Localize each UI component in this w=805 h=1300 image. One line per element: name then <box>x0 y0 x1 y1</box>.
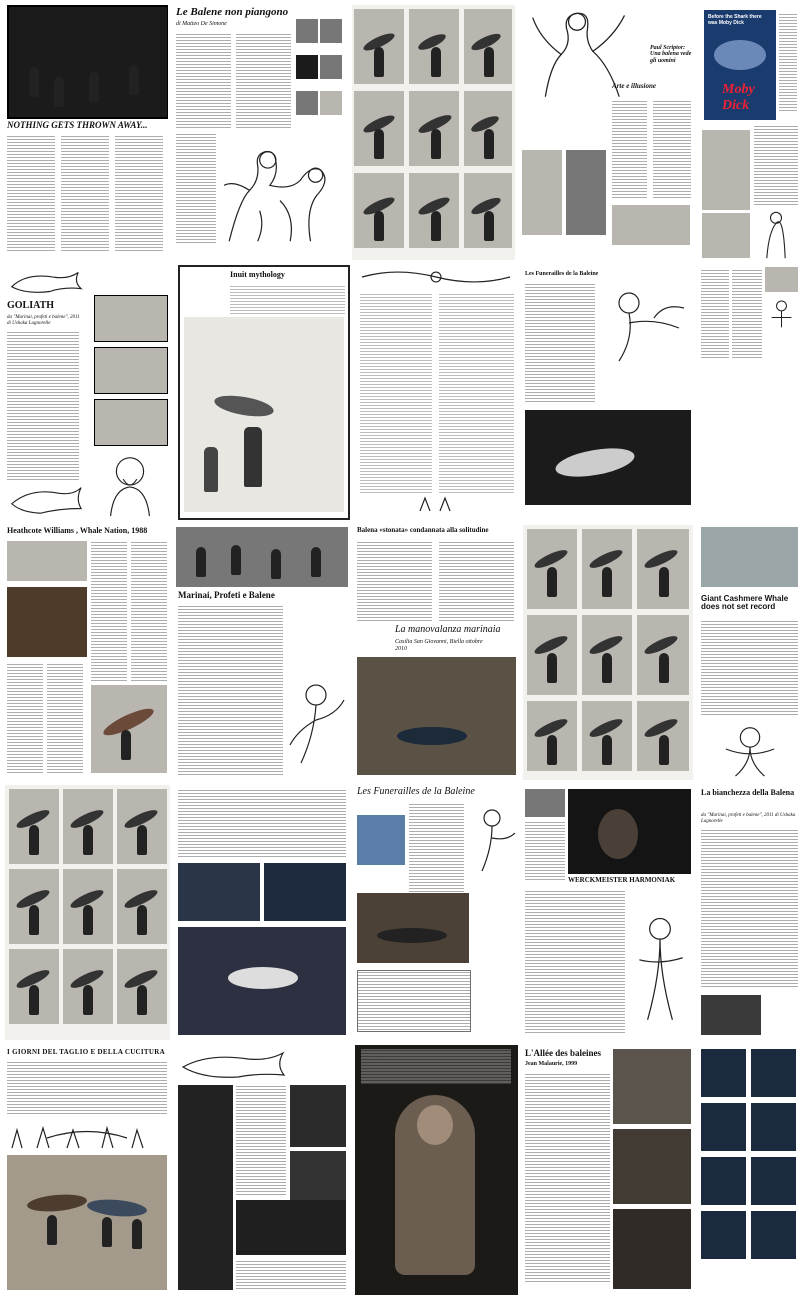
text-block <box>653 100 691 200</box>
sketch-old-man <box>94 450 166 518</box>
subtitle: da "Marinai, profeti e balene", 2011 di Ushaka Lagnorelle <box>701 813 796 824</box>
photo-whale-carrier <box>117 869 167 944</box>
page-photo-grid-1 <box>352 5 515 260</box>
photo-whale-carrier <box>464 91 512 166</box>
page-giorni-taglio <box>5 1045 170 1295</box>
photo-portrait <box>296 55 318 79</box>
photo-projection <box>290 1085 346 1147</box>
text-block <box>409 803 464 903</box>
photo-face-closeup <box>568 789 691 874</box>
text-block <box>7 331 79 481</box>
photo-whale-carrier <box>582 701 632 771</box>
page-photo-grid-2 <box>523 525 693 780</box>
page-title: Giant Cashmere Whale does not set record <box>701 594 789 612</box>
photo-whale-carrier <box>464 173 512 248</box>
sketch-figure <box>286 665 346 775</box>
text-block <box>525 821 565 881</box>
text-block <box>47 663 83 773</box>
page-funerailles-baleine <box>523 265 693 520</box>
text-block <box>612 100 647 200</box>
text-block <box>732 269 762 359</box>
section-title: La manovalanza marinaia <box>395 624 501 635</box>
photo-art-space <box>613 1209 691 1289</box>
photo-sewing <box>94 399 168 446</box>
text-block <box>236 1085 286 1195</box>
page-balena-stonata <box>355 525 518 780</box>
section-title: Paul Scriptor: Una balena vede gli uomini <box>650 45 692 64</box>
ornament-header <box>357 265 515 289</box>
photo-whale-carrier <box>527 615 577 695</box>
page-cashmere-whale <box>699 525 800 780</box>
text-block <box>701 829 798 989</box>
page-night-photos <box>699 1045 800 1295</box>
text-block <box>236 33 291 128</box>
whale-drawing <box>7 267 83 297</box>
photo-night <box>751 1157 796 1205</box>
text-block <box>176 33 231 128</box>
sketch-figure <box>765 295 798 330</box>
photo-art-space <box>613 1049 691 1124</box>
photo-whale-carrier <box>464 9 512 84</box>
photo-whale-carrier <box>582 529 632 609</box>
photo-whale-carrier <box>409 173 459 248</box>
text-block <box>91 541 127 681</box>
photo-whale-carrier <box>637 701 689 771</box>
page-title: I GIORNI DEL TAGLIO E DELLA CUCITURA <box>7 1048 165 1056</box>
photo-sewing <box>94 347 168 394</box>
photo-artist-workshop <box>184 317 344 512</box>
sketch-figure <box>467 803 517 873</box>
text-block <box>7 1061 167 1116</box>
page-moby-dick <box>699 5 800 260</box>
photo-audience <box>701 995 761 1035</box>
page-balene-non-piangono <box>174 5 346 260</box>
photo-whale-sea <box>357 815 405 865</box>
author: di Matteo De Simone <box>176 21 227 27</box>
photo-whale-carrier <box>354 91 404 166</box>
photo-art-space <box>613 1129 691 1204</box>
page-heathcote-williams <box>5 525 170 780</box>
photo-whale-warehouse <box>525 410 691 505</box>
photo-sewing <box>94 295 168 342</box>
page-title: Les Funerailles de la Baleine <box>525 271 599 277</box>
text-block <box>61 135 109 253</box>
text-block <box>357 970 471 1032</box>
page-bianchezza <box>699 785 800 1040</box>
text-block <box>236 1260 346 1290</box>
photo-whale-carrier <box>354 9 404 84</box>
page-werckmeister <box>523 785 693 1040</box>
text-block <box>178 789 346 859</box>
text-block <box>357 541 432 621</box>
page-funerailles-text <box>355 265 518 520</box>
text-block <box>701 620 798 715</box>
page-text-sketch <box>699 265 800 520</box>
page-allee-baleines <box>523 1045 693 1295</box>
photo-man-whale <box>7 587 87 657</box>
page-title: Inuit mythology <box>230 270 285 279</box>
page-title: La bianchezza della Balena <box>701 788 795 797</box>
page-title: Les Funerailles de la Baleine <box>357 786 475 797</box>
photo-portrait <box>320 55 342 79</box>
text-block <box>754 125 798 205</box>
photo-screening <box>178 1085 233 1290</box>
page-title: Le Balene non piangono <box>176 6 289 18</box>
text-block <box>178 605 283 775</box>
page-goliath <box>5 265 85 520</box>
section-subtitle: Casilia San Giovanni, Biella ottobre 2010 <box>395 639 483 652</box>
page-photo-stack <box>90 265 170 520</box>
photo-whale-night <box>178 927 346 1035</box>
text-block <box>361 1049 511 1084</box>
text-block <box>230 285 345 315</box>
section-title: Arte e illusione <box>612 82 656 90</box>
photo-whale-carrier <box>63 789 113 864</box>
page-title: GOLIATH <box>7 300 55 311</box>
photo-night <box>701 1049 746 1097</box>
sketch-figure <box>598 283 690 363</box>
photo-landscape <box>701 527 798 587</box>
photo-whale-carrier <box>63 949 113 1024</box>
whale-drawing <box>178 1049 288 1079</box>
text-block <box>525 283 595 403</box>
sketch-figures-small <box>415 493 455 513</box>
photo-night <box>751 1049 796 1097</box>
text-block <box>525 890 625 1035</box>
page-title: Marinai, Profeti e Balene <box>178 590 275 600</box>
photo-crowd <box>7 5 168 119</box>
photo-night <box>701 1211 746 1259</box>
photo-night <box>701 1157 746 1205</box>
photo-whale-carrier <box>9 869 59 944</box>
sketch-frieze <box>7 1120 167 1150</box>
page-funerailles-2 <box>355 785 518 1040</box>
text-block <box>701 269 729 359</box>
photo-whale-gathering <box>357 893 469 963</box>
photo-whale-carrier <box>527 529 577 609</box>
text-block <box>7 135 55 253</box>
photo-whale-carrier <box>63 869 113 944</box>
photo-whale-carrier <box>354 173 404 248</box>
photo-station <box>7 541 87 581</box>
photo-whale-carrier <box>9 949 59 1024</box>
text-block <box>176 133 216 243</box>
photo-whale-small <box>765 267 798 292</box>
page-title: Balena «stonata» condannata alla solitudine <box>357 526 489 534</box>
page-title: NOTHING GETS THROWN AWAY... <box>7 120 148 130</box>
photo-whale-carrier <box>527 701 577 771</box>
photo-portrait <box>296 19 318 43</box>
photo-whale-carrier <box>9 789 59 864</box>
photo-night <box>701 1103 746 1151</box>
photo-whale-carrier <box>409 9 459 84</box>
photo-whale-carrier <box>117 949 167 1024</box>
page-inuit-mythology <box>178 265 350 520</box>
photo-whale-carrier <box>582 615 632 695</box>
photo-portrait <box>320 19 342 43</box>
photo-portrait <box>296 91 318 115</box>
photo-room <box>612 205 690 245</box>
page-sewing-woman <box>355 1045 518 1295</box>
text-block <box>439 293 514 493</box>
text-block <box>525 1073 610 1283</box>
page-nothing-thrown-away <box>5 5 168 260</box>
photo-whale-carrier <box>637 529 689 609</box>
photo-interior <box>702 130 750 210</box>
page-whale-cinema <box>176 1045 348 1295</box>
sketch-figure <box>704 720 796 778</box>
whale-drawing <box>7 480 83 518</box>
page-title: Heathcote Williams , Whale Nation, 1988 <box>7 526 148 535</box>
poster-title: Moby Dick <box>722 82 755 113</box>
page-marinai-profeti <box>176 525 348 780</box>
movie-poster <box>704 10 776 120</box>
text-block <box>115 135 163 253</box>
text-block <box>360 293 432 493</box>
photo-crowd-station <box>176 527 348 587</box>
page-arte-illusione <box>520 5 693 260</box>
page-cinema-program <box>176 785 348 1040</box>
text-block <box>7 663 43 773</box>
photo-whale-carrier <box>637 615 689 695</box>
photo-audience <box>178 863 260 921</box>
photo-whale-procession <box>7 1155 167 1290</box>
photo-projection <box>236 1200 346 1255</box>
sketch-figure <box>754 205 798 260</box>
sketch-figure <box>629 895 691 1035</box>
subtitle: Jean Malaurie, 1999 <box>525 1061 578 1067</box>
photo-factory-whale <box>357 657 516 775</box>
subtitle: da "Marinai, profeti e balene", 2011 di Ushaka Lagnorelle <box>7 315 80 326</box>
photo-whale-carrier <box>117 789 167 864</box>
photo-interior <box>702 213 750 258</box>
page-title: WERCKMEISTER HARMONIAK <box>568 876 676 884</box>
page-title: L'Allée des baleines <box>525 1048 601 1058</box>
text-block <box>439 541 514 621</box>
photo-night <box>751 1211 796 1259</box>
photo-whale-carrier <box>409 91 459 166</box>
text-block <box>779 13 797 113</box>
text-block <box>131 541 167 681</box>
photo-man-whale-street <box>91 685 167 773</box>
photo-street <box>525 789 565 817</box>
photo-screen <box>264 863 346 921</box>
photo-portrait <box>320 91 342 115</box>
photo-night <box>751 1103 796 1151</box>
photo-interior <box>566 150 606 235</box>
page-photo-grid-3 <box>5 785 170 1040</box>
poster-tagline: Before the Shark there was Moby Dick <box>708 14 762 26</box>
sketch-figures <box>219 133 341 258</box>
photo-rope <box>522 150 562 235</box>
